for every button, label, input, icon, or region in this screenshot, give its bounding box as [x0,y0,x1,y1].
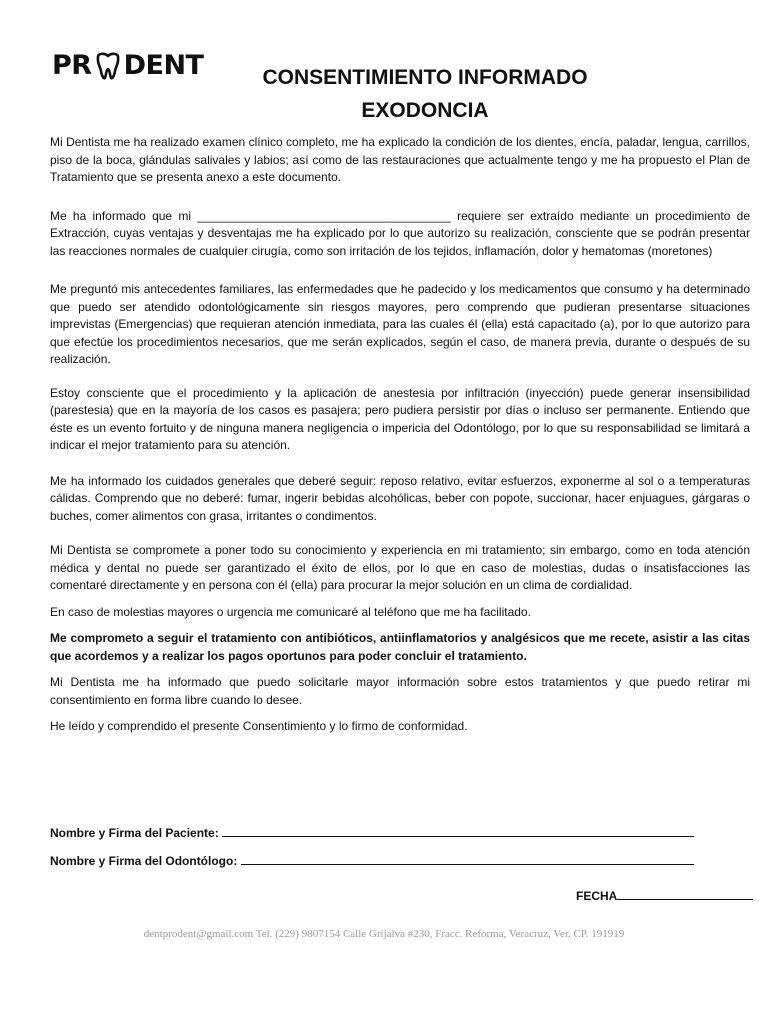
paragraph-information: Mi Dentista me ha informado que puedo solicitarle mayor información sobre estos tratamientos y que puedo retirar mi consentimiento en forma libre cuando lo desee. [50,675,750,707]
footer-contact: dentprodent@gmail.com Tel. (229) 9807154 Calle Grijalva #230, Fracc. Reforma, Veracruz, Ver. CP. 191919 [143,928,625,940]
prodent-logo [52,50,203,81]
paragraph-history: Me preguntó mis antecedentes familiares, las enfermedades que he padecido y los medicamentos que consumo y ha determinado que puedo ser atendido odontológicamente sin riesgos mayores, pero comprendo que pudieran presentarse situaciones imprevistas (Emergencias) que requieran atención inmediata, para las cuales él (ella) está capacitado (a), por lo que autorizo para que efectúe los procedimientos necesarios, que me serán explicados, según el caso, de manera previa, durante o después de su realización. [50,282,750,366]
date-line[interactable] [617,887,753,900]
paragraph-conformity: He leído y comprendido el presente Consentimiento y lo firmo de conformidad. [50,719,468,733]
paragraph-urgency: En caso de molestias mayores o urgencia me comunicaré al teléfono que me ha facilitado. [50,604,531,619]
date-field[interactable] [576,887,753,903]
paragraph-care: Me ha informado los cuidados generales que deberé seguir: reposo relativo, evitar esfuerzos, exponerme al sol o a temperaturas cálidas. Comprendo que no deberé: fumar, ingerir bebidas alcohólicas, beber con popote, succionar, hacer enjuagues, gárgaras o buches, comer alimentos con grasa, irritantes o condimentos. [50,473,750,523]
logo-text-left: PR [52,50,92,81]
paragraph-commitment: Mi Dentista se compromete a poner todo su conocimiento y experiencia en mi tratamiento; sin embargo, como en toda atención médica y dental no puede ser garantizado el éxito de ellos, por lo que en caso de molestias, dudas o insatisfacciones las comentaré directamente y en persona con él (ella) para procurar la mejor solución en un clima de cordialidad. [50,543,750,592]
dentist-signature-field[interactable] [50,852,694,868]
patient-signature-label: Nombre y Firma del Paciente: [50,826,219,840]
paragraph-exam: Mi Dentista me ha realizado examen clínico completo, me ha explicado la condición de los dientes, encía, paladar, lengua, carrillos, piso de la boca, glándulas salivales y labios; así como de las restauraciones que actualmente tengo y me ha propuesto el Plan de Tratamiento que se presenta anexo a este documento. [50,135,750,184]
dentist-signature-label: Nombre y Firma del Odontólogo: [50,854,238,868]
document-subtitle: EXODONCIA [361,99,489,122]
patient-signature-line[interactable] [222,824,694,837]
paragraph-anesthesia: Estoy consciente que el procedimiento y la aplicación de anestesia por infiltración (inyección) puede generar insensibilidad (parestesia) que en la mayoría de los casos es pasajera; pero pudiera persistir por días o incluso ser permanente. Entiendo que éste es un evento fortuito y de ninguna manera negligencia o impericia del Odontólogo, por lo que su responsabilidad se limitará a indicar el mejor tratamiento para su atención. [50,385,750,452]
logo-text-right: DENT [123,50,204,81]
patient-signature-field[interactable] [50,824,694,840]
dentist-signature-line[interactable] [241,852,694,865]
consent-body [50,134,750,736]
document-title: CONSENTIMIENTO INFORMADO [262,66,588,89]
paragraph-treatment: Me comprometo a seguir el tratamiento con antibióticos, antiinflamatorios y analgésicos que me recete, asistir a las citas que acordemos y a realizar los pagos oportunos para poder concluir el tratamiento. [50,631,750,663]
tooth-icon [93,51,123,81]
paragraph-extraction: Me ha informado que mi ______________________________________ requiere ser extraído mediante un procedimiento de Extracción, cuyas ventajas y desventajas me ha explicado por lo que autorizo su realización, consciente que se podrán presentar las reacciones normales de cualquier cirugía, como son irritación de los tejidos, inflamación, dolor y hematomas (moretones) [50,208,750,258]
date-label: FECHA [576,889,618,903]
